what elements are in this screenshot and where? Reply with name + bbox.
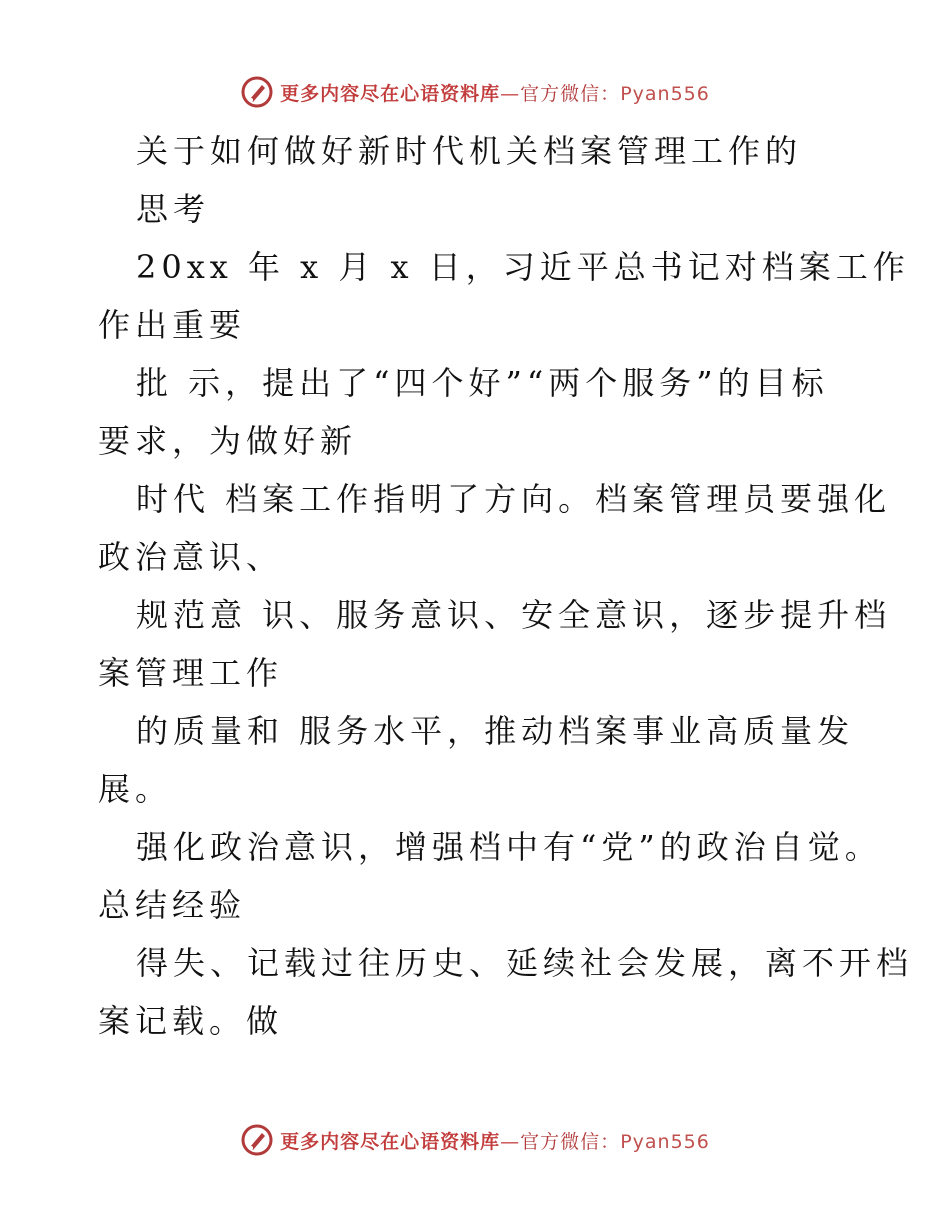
paragraph-line: 强化政治意识，增强档中有“党”的政治自觉。: [136, 828, 882, 866]
watermark-suffix: 官方微信：: [520, 1130, 621, 1153]
watermark-brand: 更多内容尽在心语资料库: [280, 1130, 501, 1153]
header-watermark: [0, 72, 950, 112]
watermark-brand: 更多内容尽在心语资料库: [280, 82, 501, 105]
watermark-account: Pyan556: [620, 1130, 710, 1153]
paragraph-line: 总结经验: [98, 886, 247, 924]
paragraph-line: 得失、记载过往历史、延续社会发展，离不开档: [136, 944, 914, 982]
paragraph-line: 批 示，提出了“四个好”“两个服务”的目标: [136, 364, 829, 402]
paragraph-line: 展。: [98, 770, 173, 808]
paragraph-line: 作出重要: [98, 306, 247, 344]
footer-watermark: [0, 1120, 950, 1160]
watermark-dash: —: [500, 1130, 521, 1153]
title-line-1: 关于如何做好新时代机关档案管理工作的: [136, 132, 803, 170]
watermark-account: Pyan556: [620, 82, 710, 105]
pen-logo-icon: [240, 1123, 274, 1157]
paragraph-line: 要求，为做好新: [98, 422, 358, 460]
watermark-suffix: 官方微信：: [520, 82, 621, 105]
watermark-dash: —: [500, 82, 521, 105]
title-line-2: 思考: [136, 190, 211, 228]
paragraph-line: 政治意识、: [98, 538, 284, 576]
paragraph-line: 案管理工作: [98, 654, 284, 692]
paragraph-line: 的质量和 服务水平，推动档案事业高质量发: [136, 712, 855, 750]
paragraph-line: 20xx 年 x 月 x 日，习近平总书记对档案工作: [136, 248, 910, 286]
paragraph-line: 时代 档案工作指明了方向。档案管理员要强化: [136, 480, 892, 518]
pen-logo-icon: [240, 75, 274, 109]
paragraph-line: 规范意 识、服务意识、安全意识，逐步提升档: [136, 596, 892, 634]
document-body: [98, 122, 914, 1050]
paragraph-line: 案记载。做: [98, 1002, 284, 1040]
